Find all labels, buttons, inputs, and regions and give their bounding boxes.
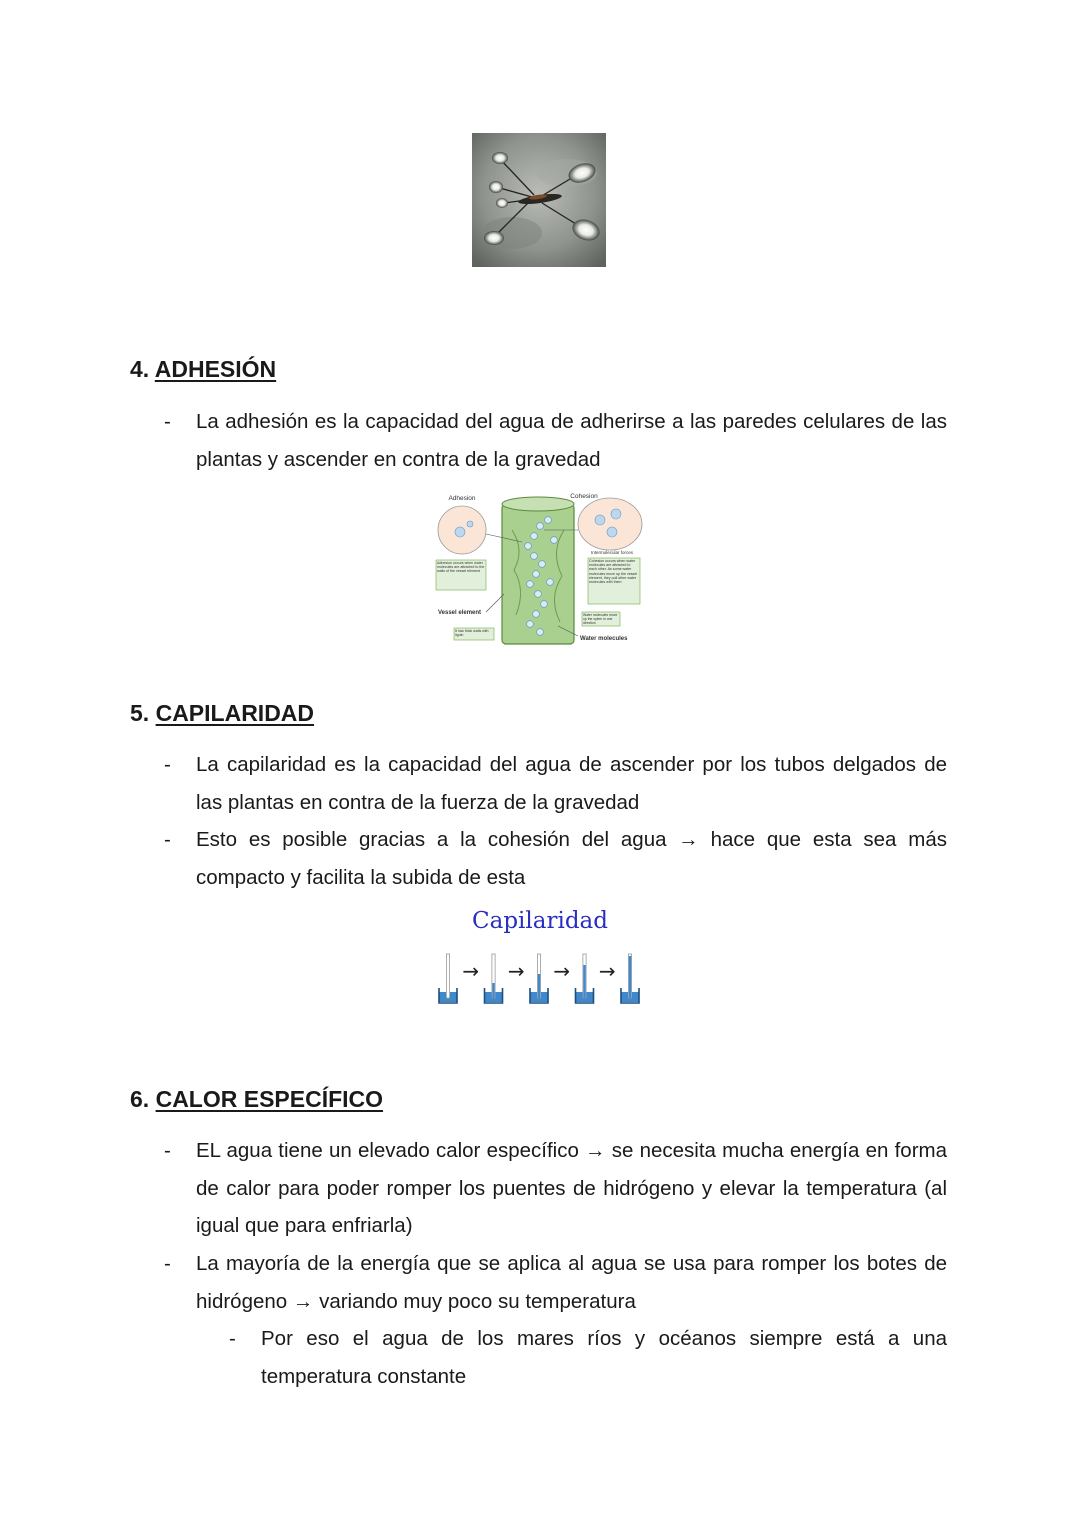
bullet-text: Esto es posible gracias a la cohesión del agua → hace que esta sea más compacto y facilita la subida de esta [196, 828, 947, 889]
bullet-marker: - [229, 1327, 236, 1350]
bullet-text: La adhesión es la capacidad del agua de adherirse a las paredes celulares de las plantas y ascender en contra de la gravedad [196, 410, 947, 471]
section-number: 5. [130, 700, 150, 726]
bullet-text: La mayoría de la energía que se aplica al agua se usa para romper los botes de hidrógeno → variando muy poco su temperatura [196, 1252, 947, 1313]
bullet-marker: - [164, 410, 171, 433]
bullet-item [164, 821, 947, 896]
tube-water-column [538, 974, 540, 998]
capillary-tube [621, 954, 639, 1003]
process-arrow: → [462, 959, 480, 983]
process-arrow: → [507, 959, 525, 983]
cohesion-label: Cohesion [570, 493, 598, 500]
section-heading-adhesion [130, 356, 276, 383]
water-molecules-label: Water molecules [580, 636, 628, 642]
bullet-item [164, 1132, 947, 1245]
bullet-item [164, 746, 947, 821]
capillary-tube [530, 954, 548, 1003]
capillarity-title: Capilaridad [472, 908, 608, 934]
process-arrow: → [598, 959, 616, 983]
capillarity-diagram [430, 948, 650, 1010]
capillary-tube [439, 954, 457, 1003]
move-note: Water molecules move up the xylem in one direction [583, 613, 618, 625]
bullet-marker: - [164, 753, 171, 776]
tube-outline [446, 954, 449, 998]
tube-water-column [583, 965, 585, 998]
vessel-element-label: Vessel element [438, 610, 482, 616]
water-strider-photo-icon [472, 133, 606, 267]
adhesion-label: Adhesion [448, 495, 476, 502]
bullet-text: EL agua tiene un elevado calor específico → se necesita mucha energía en forma de calor para poder romper los puentes de hidrógeno y elevar la temperatura (al igual que para enfriarla) [196, 1139, 947, 1237]
section-title: CALOR ESPECÍFICO [155, 1086, 384, 1112]
water-strider-photo [472, 133, 606, 267]
section-number: 4. [130, 356, 150, 382]
walls-note: It has thick walls with lignin [455, 629, 489, 638]
process-arrow: → [553, 959, 571, 983]
bullet-marker: - [164, 828, 171, 851]
bullet-marker: - [164, 1252, 171, 1275]
tube-water-column [629, 956, 631, 998]
section-title: ADHESIÓN [154, 356, 277, 382]
tube-water-column [492, 983, 494, 998]
bullet-item [164, 1245, 947, 1320]
section-title: CAPILARIDAD [155, 700, 315, 726]
adhesion-note: Adhesion occurs when water molecules are attracted to the walls of the vessel element [437, 561, 485, 574]
intermolecular-label: Intermolecular forces [590, 550, 634, 555]
section-heading-capilaridad [130, 700, 314, 727]
capillary-tube [485, 954, 503, 1003]
capillary-tube [576, 954, 594, 1003]
bullet-text: Por eso el agua de los mares ríos y océanos siempre está a una temperatura constante [261, 1327, 947, 1388]
section-heading-calor-especifico [130, 1086, 383, 1113]
adhesion-cohesion-diagram [430, 490, 650, 648]
bullet-text: La capilaridad es la capacidad del agua de ascender por los tubos delgados de las plantas en contra de la fuerza de la gravedad [196, 753, 947, 814]
section-number: 6. [130, 1086, 150, 1112]
bullet-marker: - [164, 1139, 171, 1162]
bullet-item [164, 403, 947, 478]
sub-bullet-item [229, 1320, 947, 1395]
cohesion-note: Cohesion occurs when water molecules are attracted to each other. As some water molecules move up the vessel element, they pull other water molecules with them [589, 559, 638, 585]
